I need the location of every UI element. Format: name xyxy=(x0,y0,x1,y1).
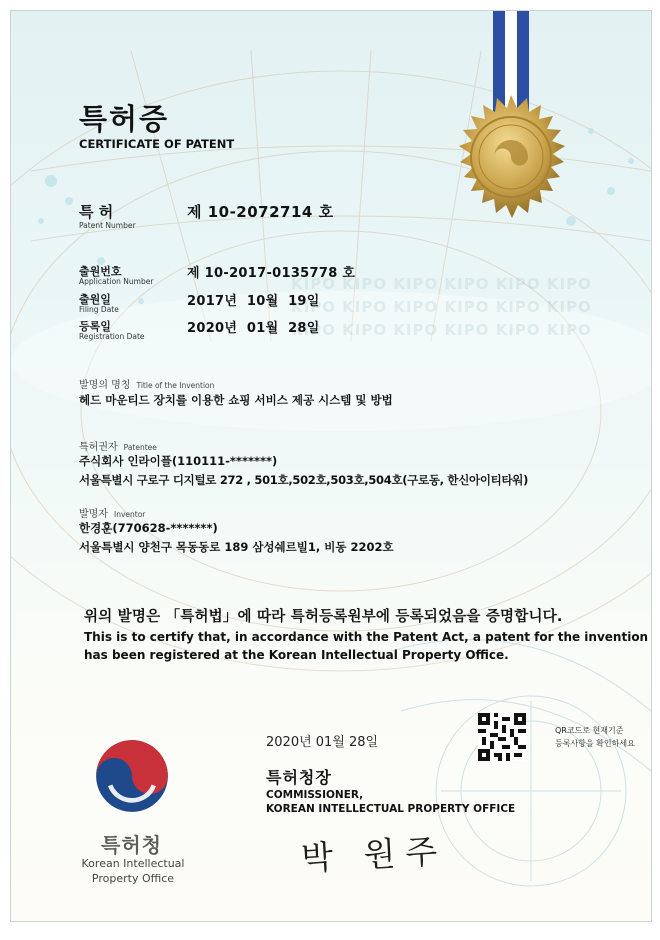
application-number-label: 출원번호 xyxy=(79,265,122,278)
registration-date-label: 등록일 xyxy=(79,320,111,333)
patent-number-label-en: Patent Number xyxy=(79,221,136,230)
invention-label-ko: 발명의 명칭 xyxy=(79,380,131,391)
invention-label xyxy=(79,373,214,392)
certificate-title: 특허증 xyxy=(79,102,170,136)
patentee-address: 서울특별시 구로구 디지털로 272 , 501호,502호,503호,504호(구로동, 한신아이티타워) xyxy=(79,473,529,487)
inventor-name: 한경훈(770628-*******) xyxy=(79,521,218,535)
commissioner-title-ko: 특허청장 xyxy=(266,768,332,787)
invention-label-en: Title of the Invention xyxy=(136,381,215,390)
patentee-label-ko: 특허권자 xyxy=(79,442,118,453)
certification-text-en-1: This is to certify that, in accordance with the Patent Act, a patent for the invention xyxy=(84,630,649,644)
gold-seal-icon xyxy=(436,93,586,243)
inventor-address: 서울특별시 양천구 목동동로 189 삼성쉐르빌1, 비동 2202호 xyxy=(79,540,394,554)
inventor-label-en: Inventor xyxy=(113,510,146,519)
patentee-label-en: Patentee xyxy=(123,443,157,452)
kipo-name-ko: 특허청 xyxy=(101,833,162,857)
registration-date-value: 2020년 01월 28일 xyxy=(187,321,320,336)
patentee-name: 주식회사 인라이플(110111-*******) xyxy=(79,454,278,468)
filing-date-label-en: Filing Date xyxy=(79,305,119,314)
certification-text-ko: 위의 발명은 「특허법」에 따라 특허등록원부에 등록되었음을 증명합니다. xyxy=(84,609,563,625)
kipo-name-en-2: Property Office xyxy=(91,872,175,885)
registration-date-label-en: Registration Date xyxy=(79,332,145,341)
signature-date: 2020년 01월 28일 xyxy=(266,735,379,750)
kipo-taegeuk-logo-icon xyxy=(93,737,171,815)
inventor-label xyxy=(79,502,145,521)
certificate-subtitle: CERTIFICATE OF PATENT xyxy=(79,137,235,151)
qr-caption-1: QR코드로 현재기준 xyxy=(555,726,624,735)
commissioner-title-en-2: KOREAN INTELLECTUAL PROPERTY OFFICE xyxy=(266,803,516,815)
certificate-page xyxy=(10,10,652,922)
patent-number-label: 특 허 xyxy=(79,203,114,221)
qr-code-icon[interactable] xyxy=(478,713,526,761)
patentee-label xyxy=(79,435,157,454)
invention-title: 헤드 마운티드 장치를 이용한 쇼핑 서비스 제공 시스템 및 방법 xyxy=(79,393,393,407)
kipo-name-en-1: Korean Intellectual xyxy=(81,857,185,870)
kipo-watermark: KIPO KIPO KIPO KIPO KIPO KIPO KIPO KIPO KIPO KIPO KIPO KIPO KIPO KIPO KIPO KIPO KIPO KIPO xyxy=(291,275,592,339)
inventor-label-ko: 발명자 xyxy=(79,509,108,520)
filing-date-label: 출원일 xyxy=(79,293,111,306)
commissioner-title-en-1: COMMISSIONER, xyxy=(266,789,364,801)
filing-date-value: 2017년 10월 19일 xyxy=(187,294,320,309)
qr-caption-2: 등록사항을 확인하세요 xyxy=(555,739,635,748)
certification-text-en-2: has been registered at the Korean Intellectual Property Office. xyxy=(84,648,509,662)
patent-number-value: 제 10-2072714 호 xyxy=(187,203,334,221)
commissioner-signature: 박 원주 xyxy=(300,831,449,878)
application-number-value: 제 10-2017-0135778 호 xyxy=(187,266,356,281)
application-number-label-en: Application Number xyxy=(79,277,154,286)
